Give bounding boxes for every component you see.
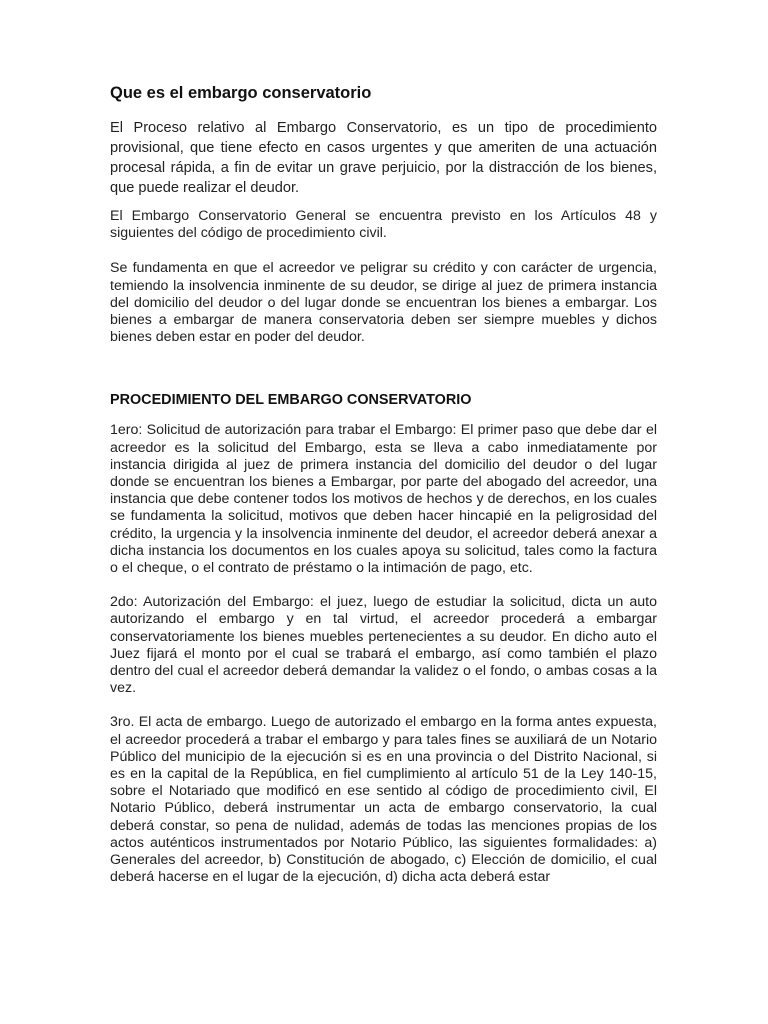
- intro-paragraph-3: Se fundamenta en que el acreedor ve peligrar su crédito y con carácter de urgencia, temiendo la insolvencia inminente de su deudor, se dirige al juez de primera instancia del domicilio del deudor o del lugar donde se encuentran los bienes a embargar. Los bienes a embargar de manera conservatoria deben ser siempre muebles y dichos bienes deben estar en poder del deudor.: [110, 260, 657, 346]
- intro-paragraph-2: El Embargo Conservatorio General se encuentra previsto en los Artículos 48 y siguientes del código de procedimiento civil.: [110, 208, 657, 242]
- step-paragraph-3: 3ro. El acta de embargo. Luego de autorizado el embargo en la forma antes expuesta, el acreedor procederá a trabar el embargo y para tales fines se auxiliará de un Notario Público del municipio de la ejecución si es en una provincia o del Distrito Nacional, si es en la capital de la República, en fiel cumplimiento al artículo 51 de la Ley 140-15, sobre el Notariado que modificó en ese sentido al código de procedimiento civil, El Notario Público, deberá instrumentar un acta de embargo conservatorio, la cual deberá constar, so pena de nulidad, además de todas las menciones propias de los actos auténticos instrumentados por Notario Público, las siguientes formalidades: a) Generales del acreedor, b) Constitución de abogado, c) Elección de domicilio, el cual deberá hacerse en el lugar de la ejecución, d) dicha acta deberá estar: [110, 714, 657, 886]
- document-title: Que es el embargo conservatorio: [110, 84, 372, 102]
- step-paragraph-1: 1ero: Solicitud de autorización para trabar el Embargo: El primer paso que debe dar el acreedor es la solicitud del Embargo, esta se lleva a cabo inmediatamente por instancia dirigida al juez de primera instancia del domicilio del deudor o del lugar donde se encuentran los bienes a Embargar, por parte del abogado del acreedor, una instancia que debe contener todos los motivos de hechos y de derechos, en los cuales se fundamenta la solicitud, motivos que deben hacer hincapié en la peligrosidad del crédito, la urgencia y la insolvencia inminente del deudor, el acreedor deberá anexar a dicha instancia los documentos en los cuales apoya su solicitud, tales como la factura o el cheque, o el contrato de préstamo o la intimación de pago, etc.: [110, 422, 657, 577]
- intro-paragraph-1: El Proceso relativo al Embargo Conservatorio, es un tipo de procedimiento provisional, que tiene efecto en casos urgentes y que ameriten de una actuación procesal rápida, a fin de evitar un grave perjuicio, por la distracción de los bienes, que puede realizar el deudor.: [110, 120, 657, 196]
- section-heading: PROCEDIMIENTO DEL EMBARGO CONSERVATORIO: [110, 392, 472, 409]
- step-paragraph-2: 2do: Autorización del Embargo: el juez, luego de estudiar la solicitud, dicta un auto autorizando el embargo y en tal virtud, el acreedor procederá a embargar conservatoriamente los bienes muebles pertenecientes a su deudor. En dicho auto el Juez fijará el monto por el cual se trabará el embargo, así como también el plazo dentro del cual el acreedor deberá demandar la validez o el fondo, o ambas cosas a la vez.: [110, 594, 657, 697]
